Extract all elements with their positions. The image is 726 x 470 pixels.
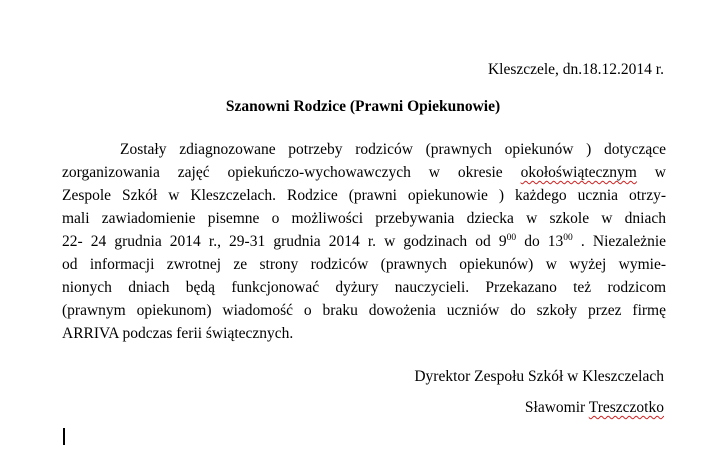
body-line: Zespole Szkół w Kleszczelach. Rodzice (prawni opiekunowie ) każdego ucznia otrzy-	[62, 187, 666, 204]
body-line: mali zawiadomienie pisemne o możliwości przebywania dziecka w szkole w dniach	[62, 210, 666, 227]
letter-heading: Szanowni Rodzice (Prawni Opiekunowie)	[225, 98, 501, 115]
superscript-minutes: 00	[563, 233, 573, 243]
superscript-minutes: 00	[506, 233, 517, 243]
spellcheck-flagged-word: Treszczotko	[588, 399, 664, 416]
letter-body	[62, 139, 666, 346]
body-line	[62, 162, 666, 185]
body-text-fragment: w	[636, 164, 666, 181]
body-text-fragment: 22- 24 grudnia 2014 r., 29-31 grudnia 2014 r. w godzinach od 9	[62, 233, 507, 250]
body-line: Zostały zdiagnozowane potrzeby rodziców (prawnych opiekunów ) dotyczące	[120, 141, 666, 158]
body-line	[62, 231, 666, 254]
body-line: nionych dniach będą funkcjonować dyżury nauczycieli. Przekazano też rodzicom	[62, 279, 666, 296]
signature-name	[525, 399, 664, 417]
body-text-fragment: zorganizowania zajęć opiekuńczo-wychowawczych w okresie	[62, 164, 521, 181]
signature-first-name: Sławomir	[524, 399, 589, 416]
place-date: Kleszczele, dn.18.12.2014 r.	[487, 61, 664, 78]
body-line: (prawnym opiekunom) wiadomość o braku dowożenia uczniów do szkoły przez firmę	[62, 302, 666, 319]
body-text-fragment: . Niezależnie	[572, 233, 667, 250]
body-line: ARRIVA podczas ferii świątecznych.	[62, 325, 294, 342]
text-cursor	[63, 428, 65, 445]
body-text-fragment: do 13	[516, 233, 564, 250]
spellcheck-flagged-word: okołoświątecznym	[520, 164, 637, 181]
signature-position: Dyrektor Zespołu Szkół w Kleszczelach	[414, 368, 664, 385]
body-line: od informacji zwrotnej ze strony rodziców (prawnych opiekunów) w wyżej wymie-	[62, 256, 666, 273]
